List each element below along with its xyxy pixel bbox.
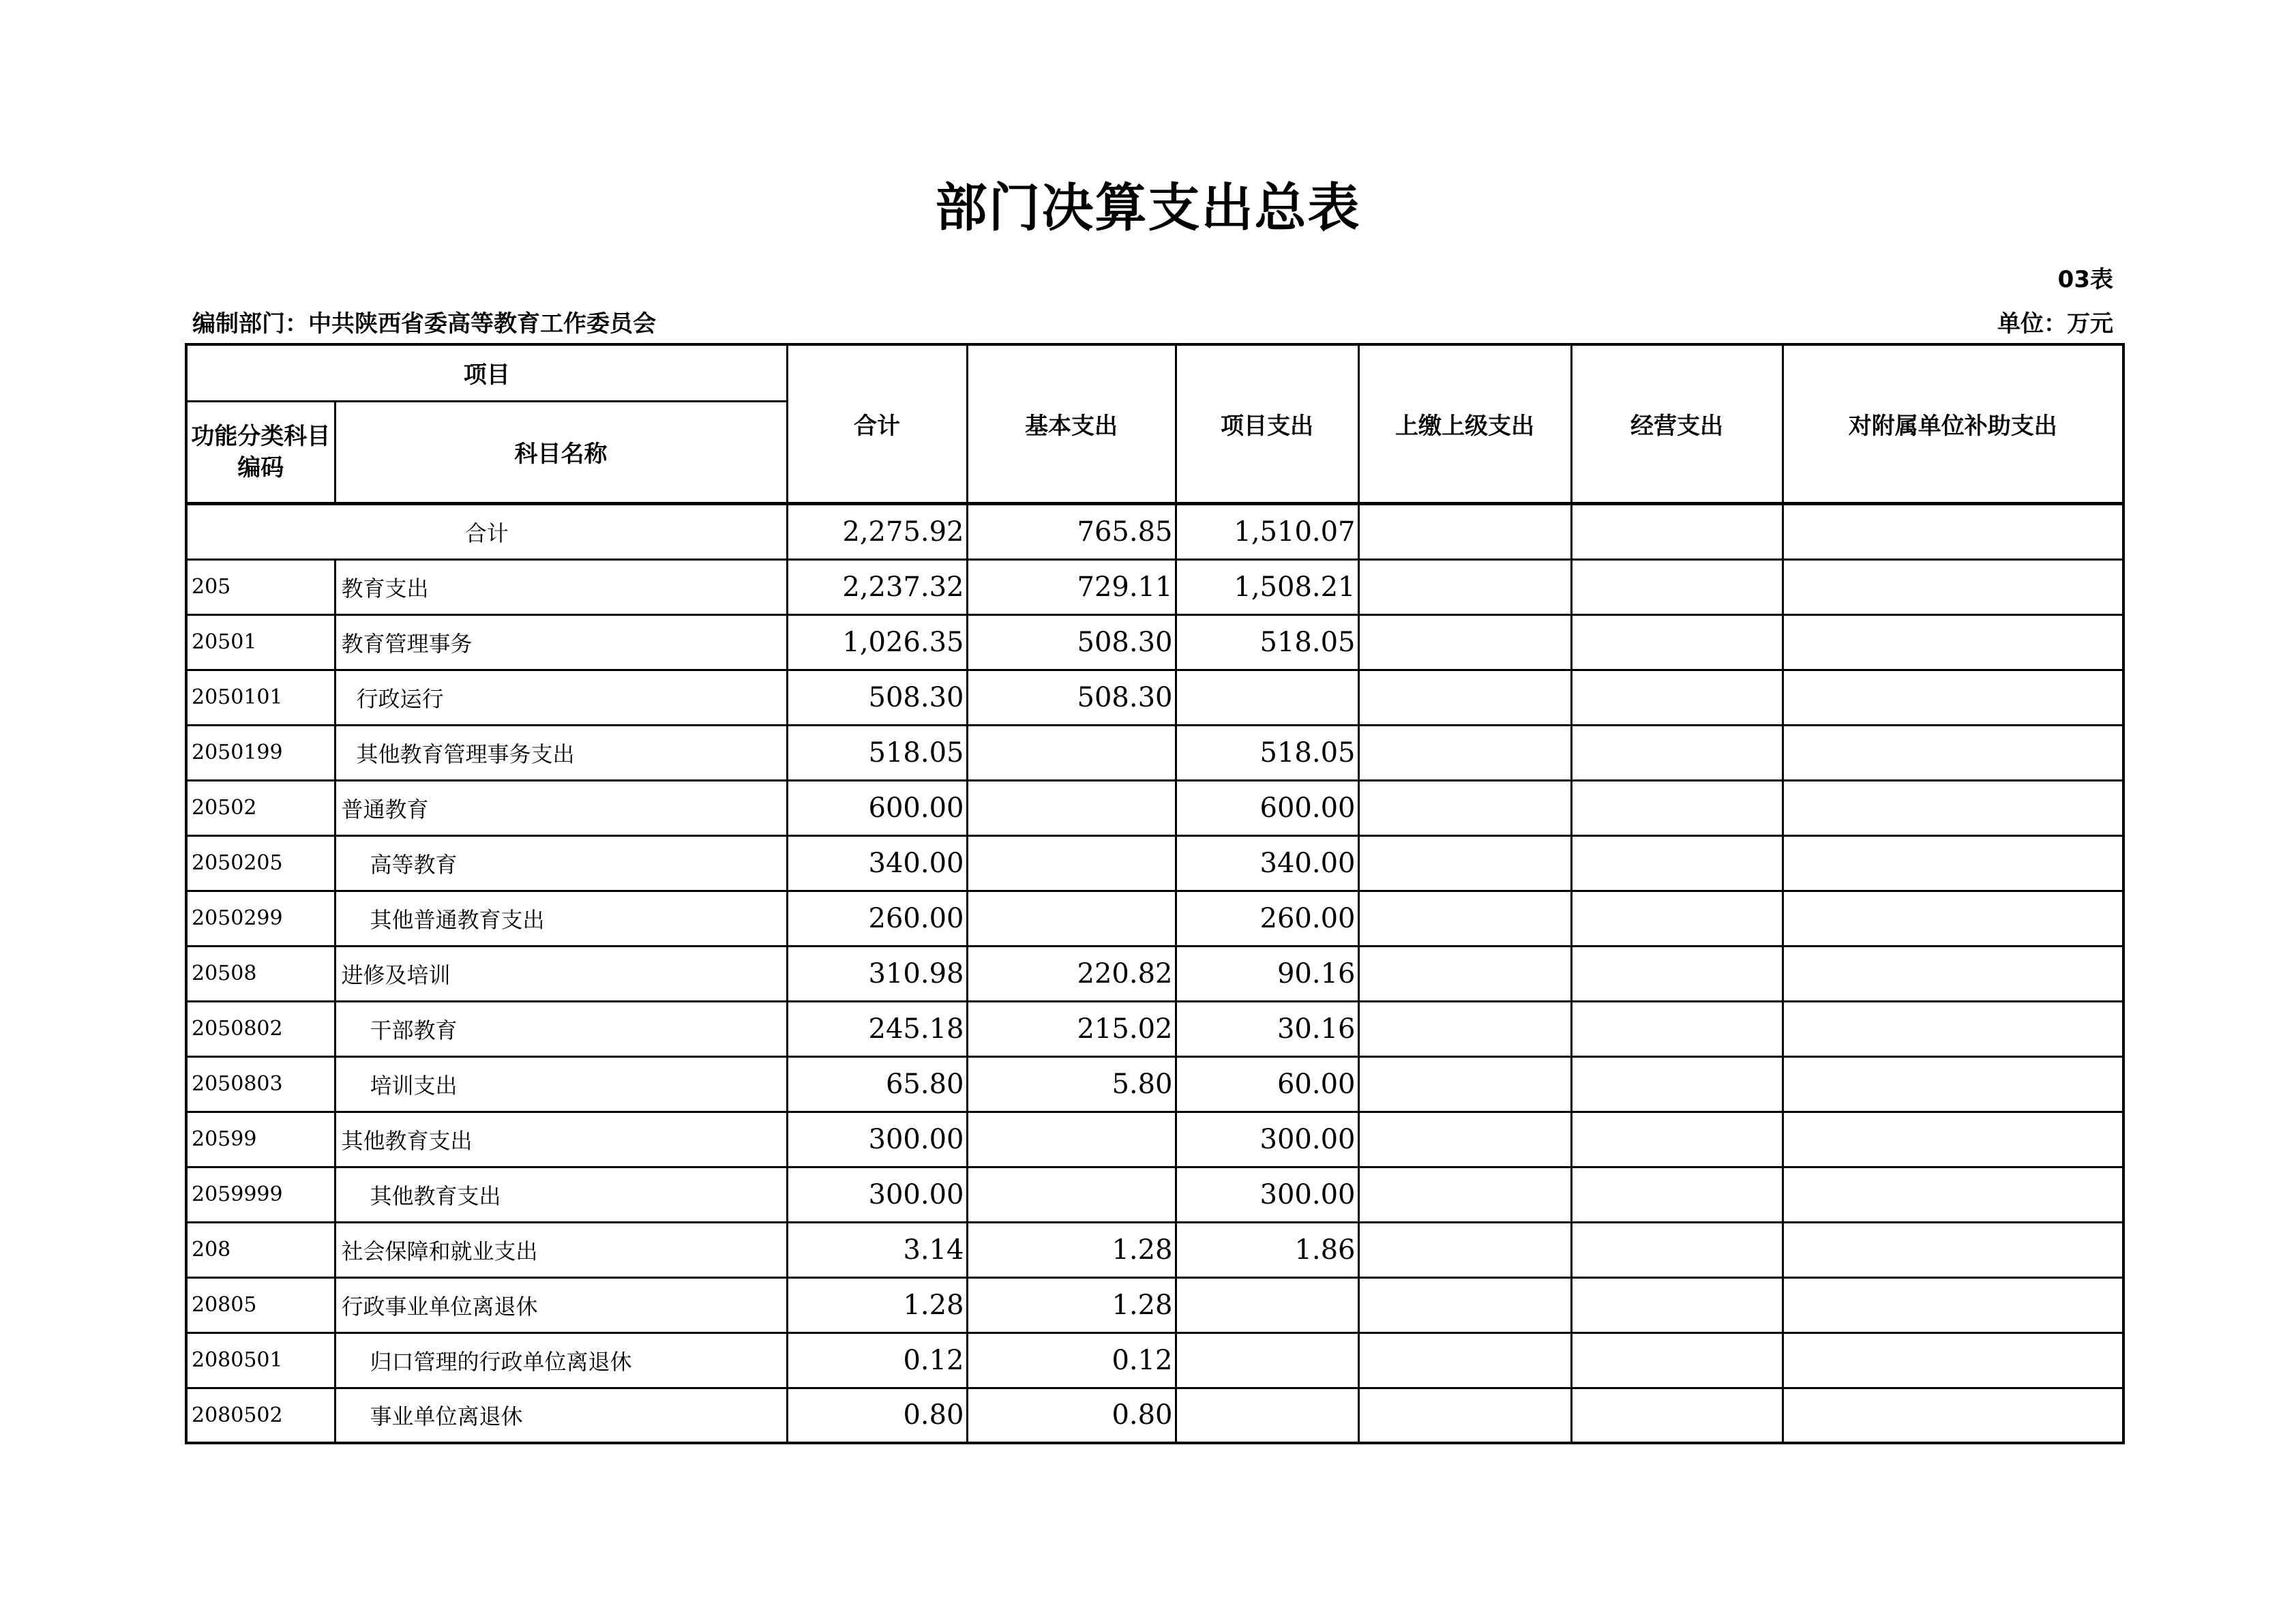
row-business: [1571, 891, 1783, 946]
row-upper: [1358, 1167, 1571, 1222]
row-basic: 220.82: [967, 946, 1176, 1001]
table-row: [186, 1388, 2123, 1443]
row-subsidy: [1783, 1167, 2123, 1222]
row-code: 2050802: [186, 1001, 335, 1056]
row-upper: [1358, 559, 1571, 614]
row-subsidy: [1783, 725, 2123, 780]
row-business: [1571, 725, 1783, 780]
row-total: 0.12: [787, 1332, 967, 1388]
row-code: 2080502: [186, 1388, 335, 1443]
row-name: 社会保障和就业支出: [335, 1222, 787, 1277]
form-number: 03表: [2057, 266, 2113, 293]
row-name: 行政运行: [335, 670, 787, 725]
row-business: [1571, 1277, 1783, 1332]
row-project: 300.00: [1176, 1112, 1358, 1167]
row-total: 340.00: [787, 835, 967, 891]
row-code: 2059999: [186, 1167, 335, 1222]
row-project: 600.00: [1176, 780, 1358, 835]
row-project: 300.00: [1176, 1167, 1358, 1222]
row-subsidy: [1783, 1277, 2123, 1332]
expenditure-table: [185, 343, 2125, 1444]
table-row: [186, 1167, 2123, 1222]
row-upper: [1358, 1222, 1571, 1277]
row-business: [1571, 1167, 1783, 1222]
row-name: 高等教育: [335, 835, 787, 891]
row-subsidy: [1783, 1112, 2123, 1167]
row-project: 518.05: [1176, 725, 1358, 780]
row-upper: [1358, 1277, 1571, 1332]
header-item: 项目: [186, 344, 787, 401]
row-upper: [1358, 670, 1571, 725]
total-business: [1571, 503, 1783, 559]
row-code: 20508: [186, 946, 335, 1001]
row-name: 干部教育: [335, 1001, 787, 1056]
row-business: [1571, 670, 1783, 725]
row-total: 508.30: [787, 670, 967, 725]
row-business: [1571, 946, 1783, 1001]
row-basic: 508.30: [967, 614, 1176, 670]
row-project: 30.16: [1176, 1001, 1358, 1056]
row-code: 2050299: [186, 891, 335, 946]
table-row: [186, 1112, 2123, 1167]
row-name: 其他教育支出: [335, 1112, 787, 1167]
row-name: 教育支出: [335, 559, 787, 614]
row-business: [1571, 1332, 1783, 1388]
row-basic: 1.28: [967, 1277, 1176, 1332]
row-project: [1176, 1277, 1358, 1332]
row-name: 普通教育: [335, 780, 787, 835]
row-total: 65.80: [787, 1056, 967, 1112]
row-code: 20501: [186, 614, 335, 670]
row-name: 其他普通教育支出: [335, 891, 787, 946]
table-row: [186, 670, 2123, 725]
row-project: 60.00: [1176, 1056, 1358, 1112]
row-subsidy: [1783, 670, 2123, 725]
header-basic: 基本支出: [967, 344, 1176, 503]
header-upper: 上缴上级支出: [1358, 344, 1571, 503]
row-upper: [1358, 1388, 1571, 1443]
row-project: 1.86: [1176, 1222, 1358, 1277]
header-project: 项目支出: [1176, 344, 1358, 503]
row-total: 245.18: [787, 1001, 967, 1056]
header-subsidy: 对附属单位补助支出: [1783, 344, 2123, 503]
row-basic: 0.12: [967, 1332, 1176, 1388]
row-upper: [1358, 1056, 1571, 1112]
row-name: 归口管理的行政单位离退休: [335, 1332, 787, 1388]
table-row: [186, 835, 2123, 891]
page-title: 部门决算支出总表: [935, 177, 1361, 238]
row-basic: [967, 835, 1176, 891]
row-total: 2,237.32: [787, 559, 967, 614]
header-business: 经营支出: [1571, 344, 1783, 503]
row-upper: [1358, 1112, 1571, 1167]
row-code: 20599: [186, 1112, 335, 1167]
row-project: [1176, 1388, 1358, 1443]
row-code: 20502: [186, 780, 335, 835]
row-basic: 729.11: [967, 559, 1176, 614]
row-subsidy: [1783, 614, 2123, 670]
row-basic: [967, 780, 1176, 835]
table-row: [186, 946, 2123, 1001]
row-code: 20805: [186, 1277, 335, 1332]
row-business: [1571, 1112, 1783, 1167]
row-basic: 508.30: [967, 670, 1176, 725]
compiling-department: 编制部门：中共陕西省委高等教育工作委员会: [192, 310, 656, 338]
header-code: 功能分类科目编码: [186, 401, 335, 503]
row-name: 其他教育支出: [335, 1167, 787, 1222]
row-subsidy: [1783, 1001, 2123, 1056]
row-code: 2050199: [186, 725, 335, 780]
row-basic: [967, 1112, 1176, 1167]
row-code: 2080501: [186, 1332, 335, 1388]
row-upper: [1358, 946, 1571, 1001]
table-row: [186, 1001, 2123, 1056]
row-name: 培训支出: [335, 1056, 787, 1112]
row-subsidy: [1783, 1222, 2123, 1277]
row-subsidy: [1783, 835, 2123, 891]
row-business: [1571, 1056, 1783, 1112]
row-subsidy: [1783, 559, 2123, 614]
row-project: [1176, 1332, 1358, 1388]
row-project: 1,508.21: [1176, 559, 1358, 614]
table-row: [186, 1222, 2123, 1277]
total-project: 1,510.07: [1176, 503, 1358, 559]
row-code: 2050205: [186, 835, 335, 891]
row-basic: 0.80: [967, 1388, 1176, 1443]
row-business: [1571, 614, 1783, 670]
table-row: [186, 559, 2123, 614]
row-total: 310.98: [787, 946, 967, 1001]
table-row: [186, 725, 2123, 780]
row-code: 2050803: [186, 1056, 335, 1112]
row-upper: [1358, 835, 1571, 891]
row-basic: [967, 891, 1176, 946]
row-business: [1571, 1001, 1783, 1056]
row-total: 3.14: [787, 1222, 967, 1277]
row-project: 260.00: [1176, 891, 1358, 946]
row-basic: [967, 725, 1176, 780]
row-subsidy: [1783, 1056, 2123, 1112]
row-project: 90.16: [1176, 946, 1358, 1001]
row-total: 260.00: [787, 891, 967, 946]
row-total: 0.80: [787, 1388, 967, 1443]
row-total: 300.00: [787, 1167, 967, 1222]
row-upper: [1358, 891, 1571, 946]
row-business: [1571, 559, 1783, 614]
row-name: 进修及培训: [335, 946, 787, 1001]
row-basic: [967, 1167, 1176, 1222]
row-upper: [1358, 614, 1571, 670]
table-row: [186, 891, 2123, 946]
row-total: 518.05: [787, 725, 967, 780]
row-project: 340.00: [1176, 835, 1358, 891]
row-business: [1571, 1388, 1783, 1443]
row-name: 行政事业单位离退休: [335, 1277, 787, 1332]
row-subsidy: [1783, 1388, 2123, 1443]
row-subsidy: [1783, 1332, 2123, 1388]
total-row: [186, 503, 2123, 559]
row-subsidy: [1783, 780, 2123, 835]
row-business: [1571, 1222, 1783, 1277]
table-row: [186, 1332, 2123, 1388]
row-code: 2050101: [186, 670, 335, 725]
row-total: 1,026.35: [787, 614, 967, 670]
row-subsidy: [1783, 891, 2123, 946]
table-row: [186, 1056, 2123, 1112]
row-total: 1.28: [787, 1277, 967, 1332]
row-upper: [1358, 780, 1571, 835]
row-business: [1571, 780, 1783, 835]
row-total: 600.00: [787, 780, 967, 835]
row-business: [1571, 835, 1783, 891]
row-upper: [1358, 1332, 1571, 1388]
row-upper: [1358, 1001, 1571, 1056]
total-basic: 765.85: [967, 503, 1176, 559]
table-row: [186, 614, 2123, 670]
row-subsidy: [1783, 946, 2123, 1001]
header-name: 科目名称: [335, 401, 787, 503]
row-project: 518.05: [1176, 614, 1358, 670]
table-row: [186, 780, 2123, 835]
row-basic: 1.28: [967, 1222, 1176, 1277]
row-name: 其他教育管理事务支出: [335, 725, 787, 780]
total-upper: [1358, 503, 1571, 559]
row-basic: 215.02: [967, 1001, 1176, 1056]
row-name: 事业单位离退休: [335, 1388, 787, 1443]
row-upper: [1358, 725, 1571, 780]
unit-label: 单位：万元: [1997, 310, 2113, 338]
row-basic: 5.80: [967, 1056, 1176, 1112]
row-code: 208: [186, 1222, 335, 1277]
header-total: 合计: [787, 344, 967, 503]
row-code: 205: [186, 559, 335, 614]
table-row: [186, 1277, 2123, 1332]
total-total: 2,275.92: [787, 503, 967, 559]
row-name: 教育管理事务: [335, 614, 787, 670]
total-subsidy: [1783, 503, 2123, 559]
total-label: 合计: [186, 503, 787, 559]
row-total: 300.00: [787, 1112, 967, 1167]
row-project: [1176, 670, 1358, 725]
